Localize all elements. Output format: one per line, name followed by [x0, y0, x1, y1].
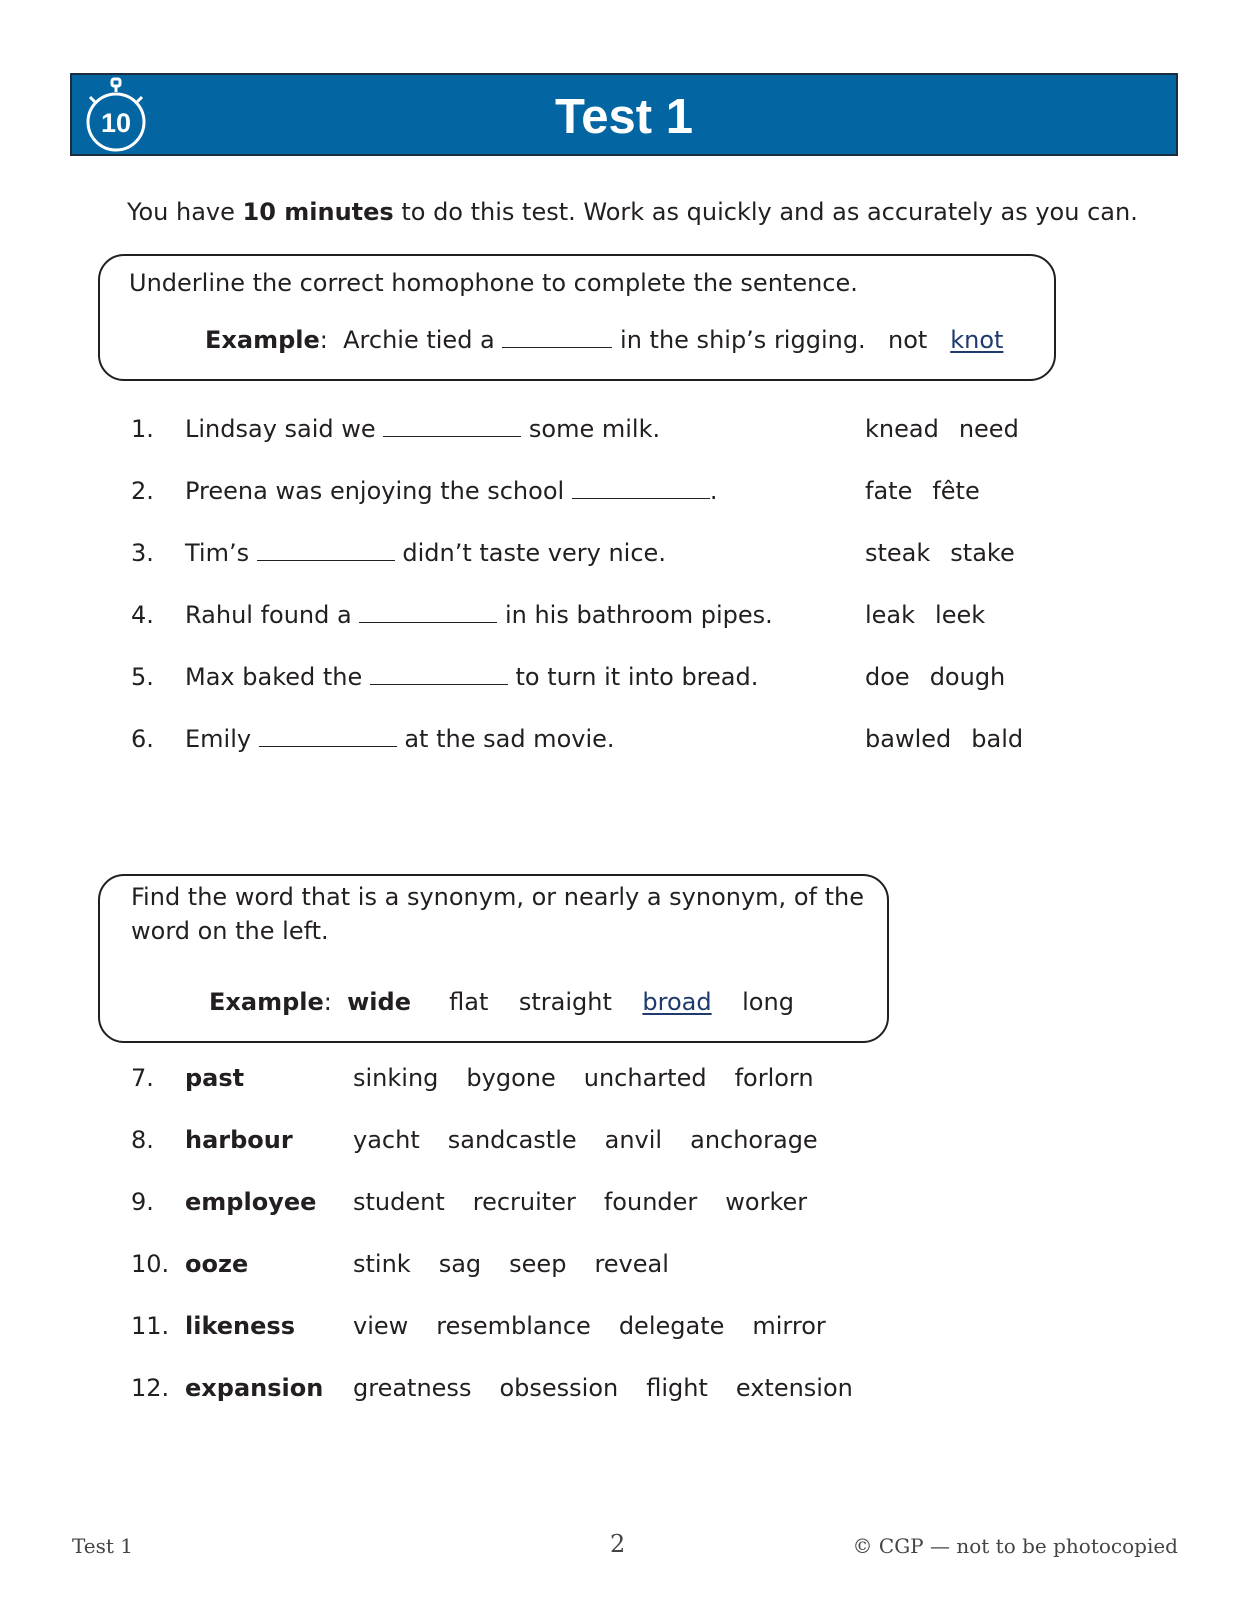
option-word[interactable]: greatness [353, 1374, 472, 1402]
answer-blank[interactable] [572, 497, 710, 499]
homophone-options [865, 474, 1000, 508]
option-word[interactable]: resemblance [436, 1312, 591, 1340]
synonym-instruction-box [98, 874, 889, 1043]
question-number: 9. [131, 1188, 154, 1216]
timer-label: 10 [100, 108, 132, 138]
question-sentence: Preena was enjoying the school . [185, 477, 718, 505]
option-word[interactable]: dough [929, 663, 1006, 691]
option-word[interactable]: fête [932, 477, 980, 505]
option-word[interactable]: yacht [353, 1126, 420, 1154]
question-number: 2. [131, 477, 154, 505]
answer-blank[interactable] [370, 683, 508, 685]
homophone-options [865, 412, 1039, 446]
option-word[interactable]: sandcastle [447, 1126, 577, 1154]
option-word[interactable]: flight [646, 1374, 708, 1402]
option-word[interactable]: worker [725, 1188, 808, 1216]
question-number: 10. [131, 1250, 170, 1278]
option-word[interactable]: extension [735, 1374, 853, 1402]
option-word[interactable]: need [958, 415, 1019, 443]
option-word[interactable]: forlorn [734, 1064, 814, 1092]
question-number: 11. [131, 1312, 170, 1340]
question-sentence: Emily at the sad movie. [185, 725, 615, 753]
question-sentence: Tim’s didn’t taste very nice. [185, 539, 666, 567]
answer-blank[interactable] [359, 621, 497, 623]
target-word: expansion [185, 1374, 324, 1402]
option-word[interactable]: doe [865, 663, 910, 691]
page-title: Test 1 [555, 90, 693, 144]
synonym-instruction: Find the word that is a synonym, or nearly a synonym, of the word on the left. [131, 883, 864, 945]
homophone-options [865, 598, 1005, 632]
synonym-options [353, 1123, 846, 1157]
option-word[interactable]: steak [865, 539, 931, 567]
option-word[interactable]: anvil [604, 1126, 663, 1154]
option-word[interactable]: sag [438, 1250, 482, 1278]
question-number: 8. [131, 1126, 154, 1154]
question-number: 3. [131, 539, 154, 567]
question-number: 12. [131, 1374, 170, 1402]
option-word[interactable]: bygone [466, 1064, 556, 1092]
homophone-example: Example: Archie tied a in the ship’s rigging. [205, 326, 866, 354]
homophone-options [865, 536, 1035, 570]
option-word[interactable]: leak [865, 601, 916, 629]
option-word[interactable]: sinking [353, 1064, 439, 1092]
intro-text: You have 10 minutes to do this test. Work as quickly and as accurately as you can. [127, 198, 1138, 226]
target-word: ooze [185, 1250, 249, 1278]
homophone-instruction-box [98, 254, 1056, 381]
target-word: past [185, 1064, 245, 1092]
page-number: 2 [610, 1530, 626, 1558]
option-word[interactable]: student [353, 1188, 445, 1216]
option-word[interactable]: leek [935, 601, 986, 629]
synonym-options [353, 1371, 881, 1405]
answer-blank[interactable] [257, 559, 395, 561]
test-header [70, 73, 1178, 156]
synonym-options [353, 1309, 854, 1343]
option-word[interactable]: stink [353, 1250, 411, 1278]
question-number: 7. [131, 1064, 154, 1092]
question-sentence: Max baked the to turn it into bread. [185, 663, 759, 691]
option-word[interactable]: reveal [594, 1250, 669, 1278]
synonym-options [353, 1185, 835, 1219]
option-word[interactable]: delegate [618, 1312, 725, 1340]
option-word[interactable]: obsession [499, 1374, 619, 1402]
answer-blank[interactable] [383, 435, 521, 437]
option-word[interactable]: bawled [865, 725, 952, 753]
homophone-instruction: Underline the correct homophone to complete the sentence. [129, 269, 858, 297]
option-word[interactable]: mirror [752, 1312, 826, 1340]
question-number: 4. [131, 601, 154, 629]
option-word[interactable]: bald [971, 725, 1024, 753]
question-number: 6. [131, 725, 154, 753]
option-word[interactable]: uncharted [583, 1064, 707, 1092]
homophone-options [865, 660, 1025, 694]
question-sentence: Lindsay said we some milk. [185, 415, 661, 443]
synonym-options [353, 1061, 842, 1095]
option-word[interactable]: stake [950, 539, 1015, 567]
synonym-example: Example: wide flat straight broad long [209, 988, 794, 1016]
option-word[interactable]: recruiter [472, 1188, 576, 1216]
question-number: 1. [131, 415, 154, 443]
answer-blank[interactable] [259, 745, 397, 747]
option-word[interactable]: anchorage [690, 1126, 818, 1154]
target-word: likeness [185, 1312, 295, 1340]
option-word[interactable]: founder [603, 1188, 698, 1216]
question-number: 5. [131, 663, 154, 691]
option-word[interactable]: fate [865, 477, 913, 505]
homophone-example-options: not knot [888, 326, 1004, 354]
footer-test-label: Test 1 [72, 1534, 134, 1558]
synonym-options [353, 1247, 697, 1281]
option-word[interactable]: view [353, 1312, 409, 1340]
option-word[interactable]: knead [865, 415, 939, 443]
footer-copyright: © CGP — not to be photocopied [852, 1534, 1178, 1558]
question-sentence: Rahul found a in his bathroom pipes. [185, 601, 773, 629]
option-word[interactable]: seep [509, 1250, 567, 1278]
target-word: harbour [185, 1126, 293, 1154]
target-word: employee [185, 1188, 317, 1216]
homophone-options [865, 722, 1043, 756]
